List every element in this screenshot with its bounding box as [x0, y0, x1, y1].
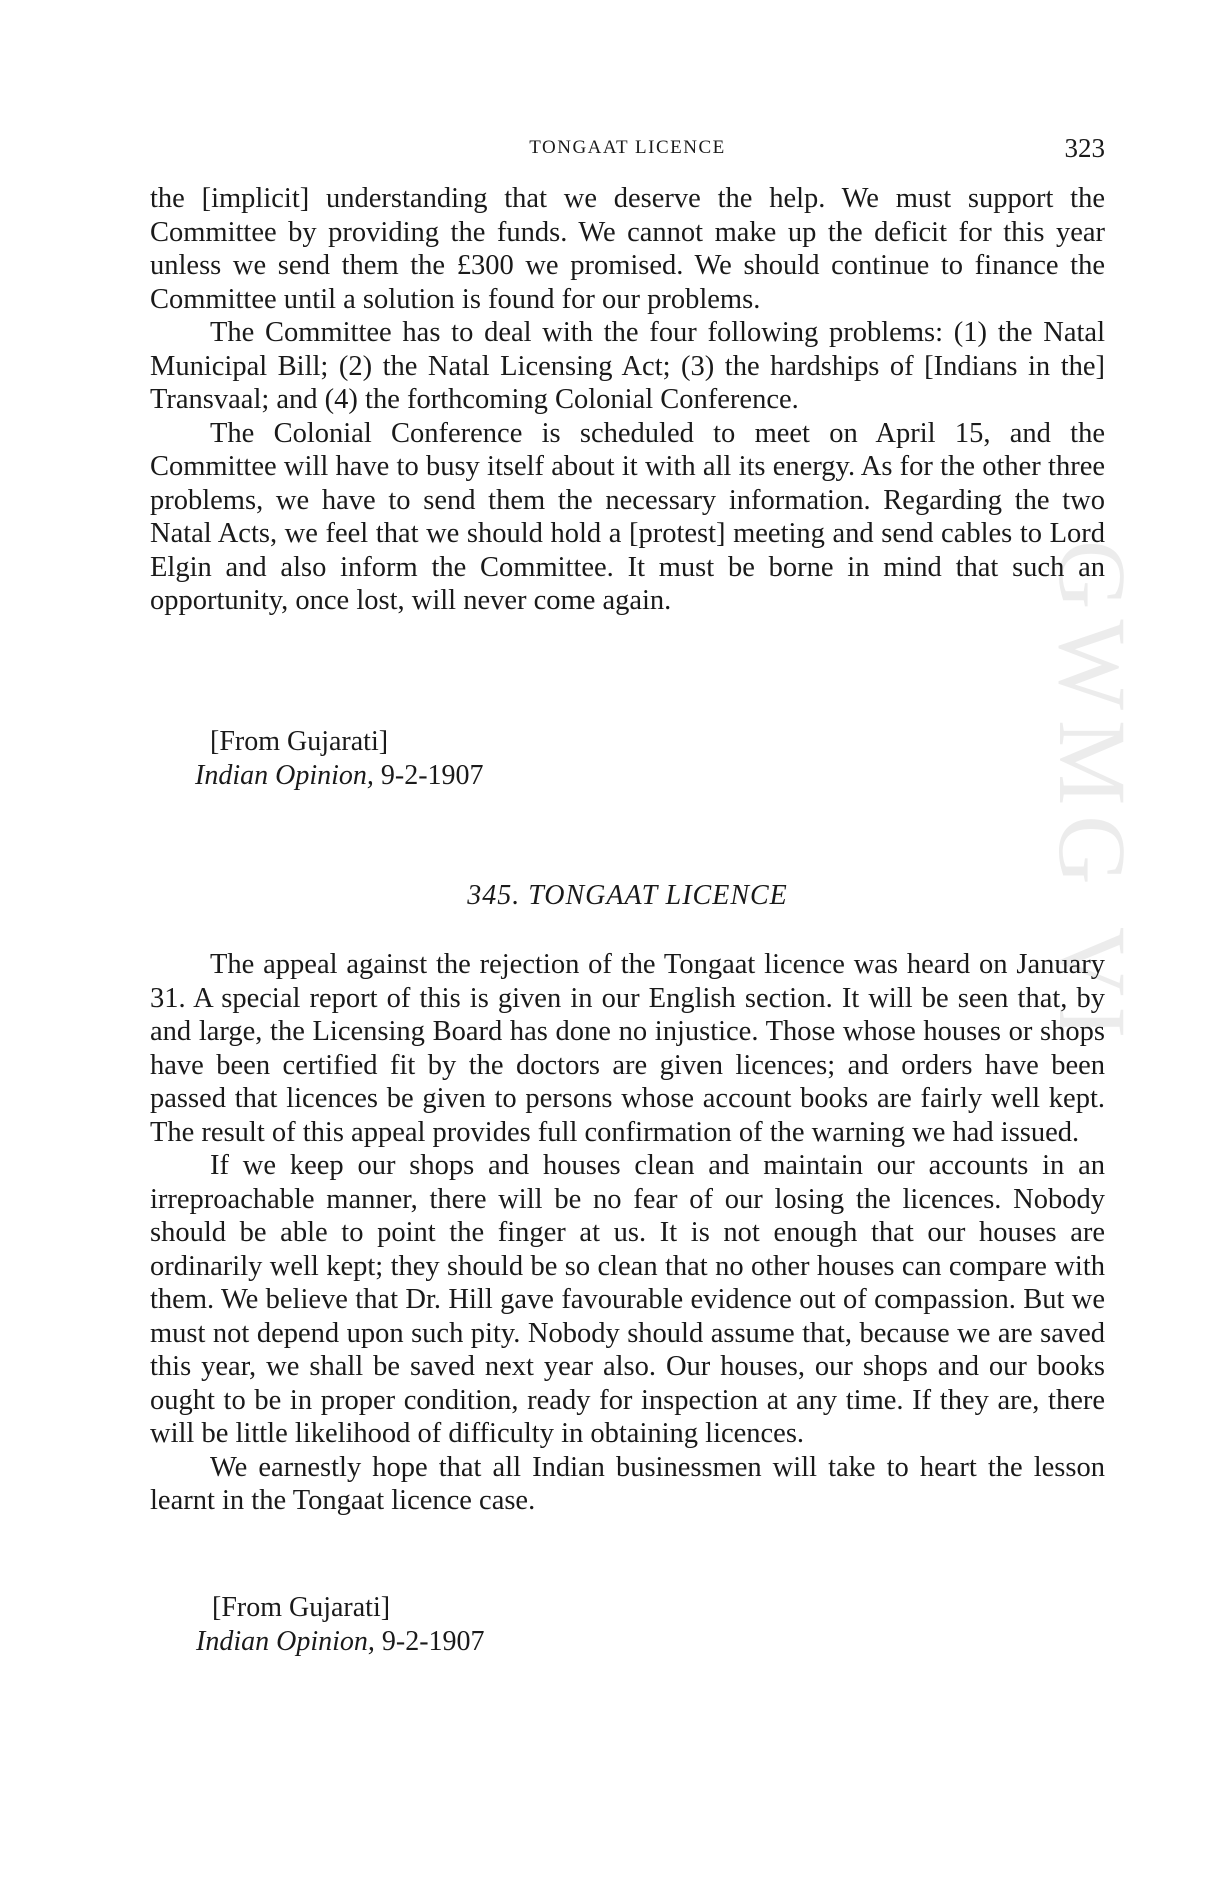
- paragraph: the [implicit] understanding that we deserve the help. We must support the Committee by providing the funds. We cannot make up the deficit for this year unless we send them the £300 we promised. We should continue to finance the Committee until a solution is found for our problems.: [150, 183, 1105, 315]
- paragraph: We earnestly hope that all Indian businessmen will take to heart the lesson learnt in the Tongaat licence case.: [150, 1451, 1105, 1516]
- page-number: 323: [1064, 133, 1105, 163]
- source-publication: Indian Opinion,: [196, 1626, 375, 1657]
- source-note: [From Gujarati]: [210, 726, 389, 757]
- continuation-text: [150, 182, 1105, 618]
- running-title: TONGAAT LICENCE: [529, 137, 726, 158]
- article-title: 345. TONGAAT LICENCE: [467, 880, 788, 911]
- paragraph: If we keep our shops and houses clean and maintain our accounts in an irreproachable manner, there will be no fear of our losing the licences. Nobody should be able to point the finger at us. It is not enough that our houses are ordinarily well kept; they should be so clean that no other houses can compare with them. We believe that Dr. Hill gave favourable evidence out of compassion. But we must not depend upon such pity. Nobody should assume that, because we are saved this year, we shall be saved next year also. Our houses, our shops and our books ought to be in proper condition, ready for inspection at any time. If they are, there will be little likelihood of difficulty in obtaining licences.: [150, 1150, 1105, 1449]
- paragraph: The Committee has to deal with the four following problems: (1) the Natal Municipal Bill; (2) the Natal Licensing Act; (3) the hardships of [Indians in the] Transvaal; and (4) the forthcoming Colonial Conference.: [150, 317, 1105, 415]
- source-line: [195, 759, 910, 793]
- source-note: [From Gujarati]: [212, 1592, 391, 1623]
- article-body: [150, 948, 1105, 1518]
- watermark: GWMG VI: [1039, 540, 1146, 1049]
- paragraph: The Colonial Conference is scheduled to meet on April 15, and the Committee will have to busy itself about it with all its energy. As for the other three problems, we have to send them the necessary information. Regarding the two Natal Acts, we feel that we should hold a [protest] meeting and send cables to Lord Elgin and also inform the Committee. It must be borne in mind that such an opportunity, once lost, will never come again.: [150, 417, 1105, 616]
- source-line: [196, 1625, 912, 1659]
- running-head: [150, 133, 1105, 167]
- source-citation: [196, 1591, 912, 1659]
- source-date: 9-2-1907: [381, 1626, 485, 1657]
- source-date: 9-2-1907: [380, 760, 484, 791]
- source-citation: [195, 725, 910, 793]
- paragraph: The appeal against the rejection of the Tongaat licence was heard on January 31. A special report of this is given in our English section. It will be seen that, by and large, the Licensing Board has done no injustice. Those whose houses or shops have been certified fit by the doctors are given licences; and orders have been passed that licences be given to persons whose account books are fairly well kept. The result of this appeal provides full confirmation of the warning we had issued.: [150, 949, 1105, 1148]
- source-publication: Indian Opinion,: [195, 760, 374, 791]
